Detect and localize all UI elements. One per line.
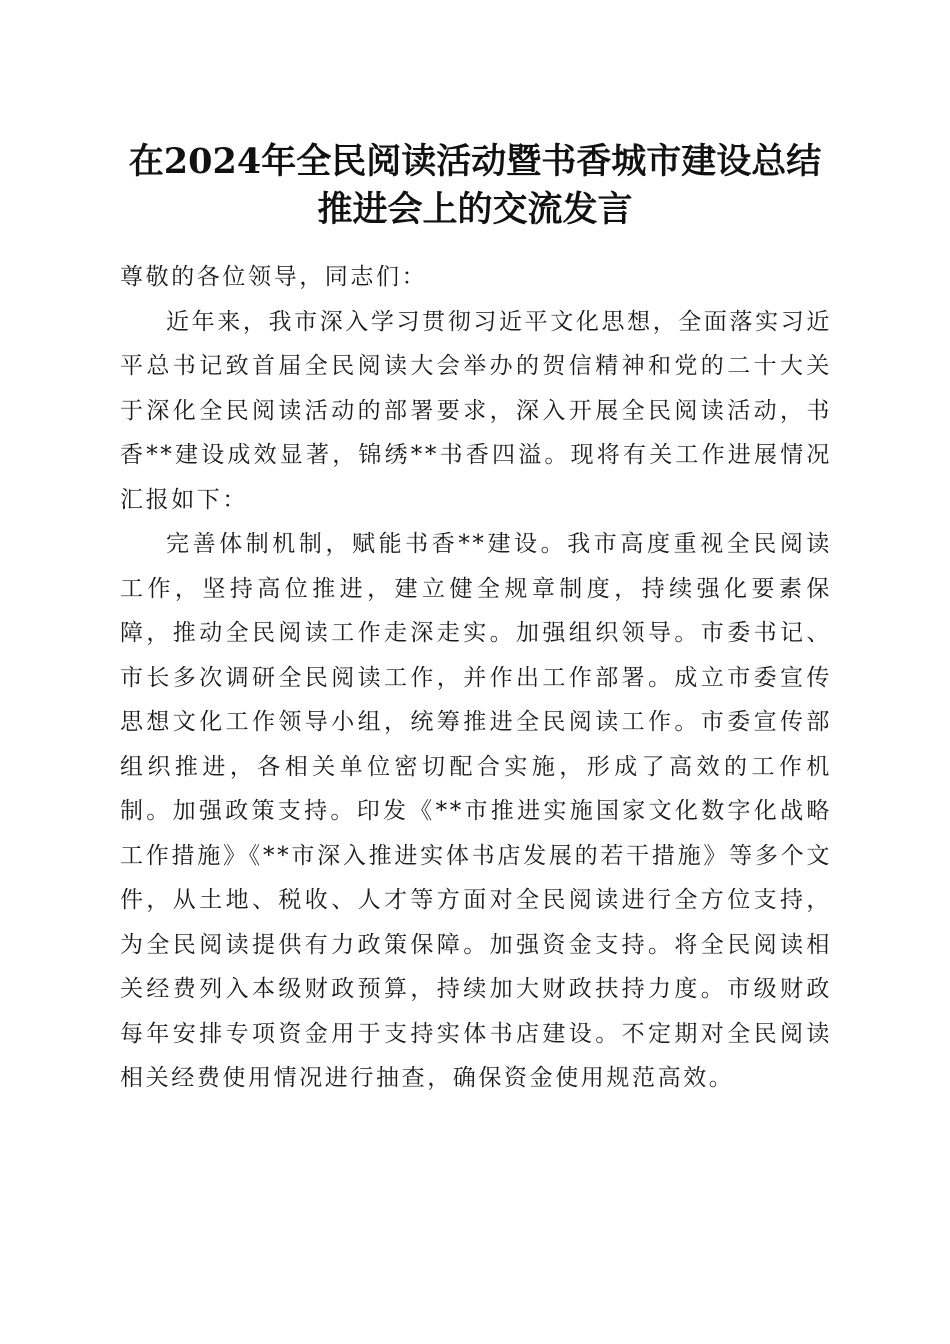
document-title [120, 138, 830, 234]
document-body [120, 255, 832, 1101]
paragraph-intro: 近年来，我市深入学习贯彻习近平文化思想，全面落实习近平总书记致首届全民阅读大会举办的贺信精神和党的二十大关于深化全民阅读活动的部署要求，深入开展全民阅读活动，书香**建设成效显著，锦绣**书香四溢。现将有关工作进展情况汇报如下： [120, 308, 832, 513]
title-line-2: 推进会上的交流发言 [317, 189, 633, 230]
paragraph-mechanism: 完善体制机制，赋能书香**建设。我市高度重视全民阅读工作，坚持高位推进，建立健全规章制度，持续强化要素保障，推动全民阅读工作走深走实。加强组织领导。市委书记、市长多次调研全民阅读工作，并作出工作部署。成立市委宣传思想文化工作领导小组，统筹推进全民阅读工作。市委宣传部组织推进，各相关单位密切配合实施，形成了高效的工作机制。加强政策支持。印发《**市推进实施国家文化数字化战略工作措施》《**市深入推进实体书店发展的若干措施》等多个文件，从土地、税收、人才等方面对全民阅读进行全方位支持，为全民阅读提供有力政策保障。加强资金支持。将全民阅读相关经费列入本级财政预算，持续加大财政扶持力度。市级财政每年安排专项资金用于支持实体书店建设。不定期对全民阅读相关经费使用情况进行抽查，确保资金使用规范高效。 [120, 531, 832, 1091]
title-line-1: 在2024年全民阅读活动暨书香城市建设总结 [128, 141, 822, 182]
salutation: 尊敬的各位领导，同志们： [120, 264, 428, 290]
